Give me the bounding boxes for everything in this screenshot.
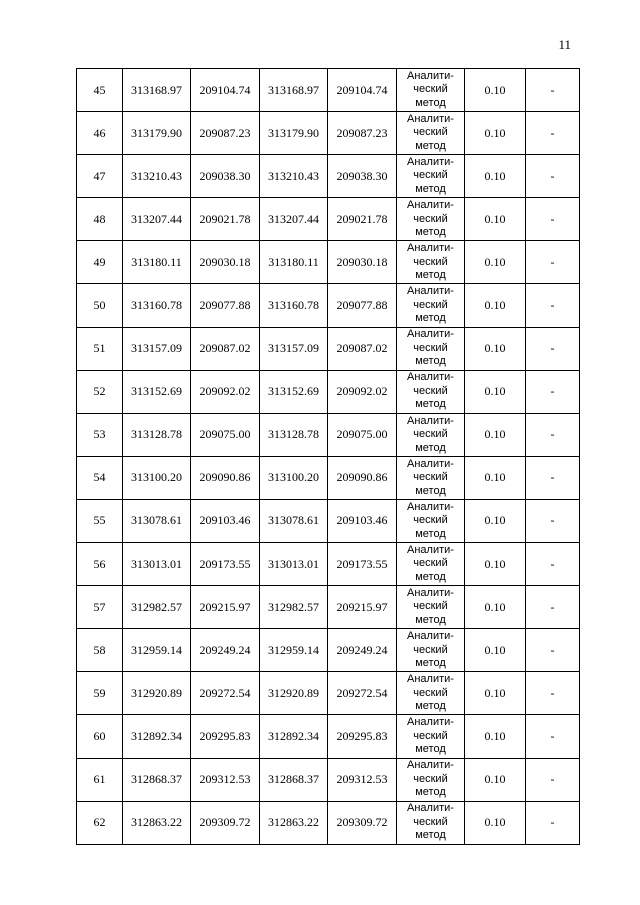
method-cell [397,586,465,629]
method-text-line: ческий [413,729,448,742]
table-row [77,629,580,672]
method-text-line: Аналити- [407,155,454,168]
note-cell: - [526,413,580,456]
x-coordinate-cell: 312959.14 [123,629,191,672]
y-coordinate-cell: 209021.78 [191,198,260,241]
point-number-cell: 46 [77,112,123,155]
page-number: 11 [558,37,571,52]
accuracy-cell: 0.10 [465,543,526,586]
point-number-cell: 47 [77,155,123,198]
x-coordinate-cell: 312868.37 [123,758,191,801]
table-row [77,370,580,413]
note-cell: - [526,543,580,586]
method-text-line: ческий [413,169,448,182]
x-coordinate-existing-cell: 313128.78 [260,413,328,456]
x-coordinate-existing-cell: 313152.69 [260,370,328,413]
accuracy-cell: 0.10 [465,456,526,499]
method-cell [397,413,465,456]
method-text-line: ческий [413,428,448,441]
method-text-line: Аналити- [407,199,454,212]
point-number-cell: 53 [77,413,123,456]
y-coordinate-cell: 209312.53 [191,758,260,801]
method-text-line: метод [415,829,446,842]
x-coordinate-existing-cell: 312982.57 [260,586,328,629]
x-coordinate-cell: 313100.20 [123,456,191,499]
x-coordinate-cell: 313180.11 [123,241,191,284]
method-text-line: метод [415,657,446,670]
method-text-line: ческий [413,83,448,96]
y-coordinate-existing-cell: 209249.24 [328,629,397,672]
accuracy-cell: 0.10 [465,155,526,198]
method-cell [397,672,465,715]
y-coordinate-existing-cell: 209077.88 [328,284,397,327]
note-cell: - [526,69,580,112]
accuracy-cell: 0.10 [465,801,526,844]
point-number-cell: 49 [77,241,123,284]
note-cell: - [526,198,580,241]
method-text-line: ческий [413,686,448,699]
x-coordinate-cell: 313210.43 [123,155,191,198]
method-cell [397,801,465,844]
method-text-line: Аналити- [407,414,454,427]
x-coordinate-existing-cell: 313100.20 [260,456,328,499]
method-text-line: Аналити- [407,759,454,772]
accuracy-cell: 0.10 [465,198,526,241]
note-cell: - [526,672,580,715]
accuracy-cell: 0.10 [465,370,526,413]
table-row [77,198,580,241]
method-text-line: метод [415,527,446,540]
method-text-line: Аналити- [407,500,454,513]
x-coordinate-cell: 312863.22 [123,801,191,844]
accuracy-cell: 0.10 [465,629,526,672]
y-coordinate-cell: 209104.74 [191,69,260,112]
point-number-cell: 59 [77,672,123,715]
method-cell [397,241,465,284]
point-number-cell: 61 [77,758,123,801]
x-coordinate-existing-cell: 312959.14 [260,629,328,672]
method-text-line: метод [415,269,446,282]
point-number-cell: 62 [77,801,123,844]
accuracy-cell: 0.10 [465,241,526,284]
table-body [77,69,580,845]
y-coordinate-cell: 209092.02 [191,370,260,413]
method-text-line: метод [415,139,446,152]
method-text-line: метод [415,441,446,454]
x-coordinate-existing-cell: 313078.61 [260,499,328,542]
method-text-line: ческий [413,772,448,785]
method-text-line: ческий [413,514,448,527]
table-row [77,327,580,370]
method-cell [397,198,465,241]
table-row [77,413,580,456]
y-coordinate-existing-cell: 209038.30 [328,155,397,198]
x-coordinate-cell: 312920.89 [123,672,191,715]
point-number-cell: 57 [77,586,123,629]
method-text-line: Аналити- [407,543,454,556]
note-cell: - [526,370,580,413]
note-cell: - [526,499,580,542]
note-cell: - [526,715,580,758]
coordinates-table [76,68,580,845]
note-cell: - [526,284,580,327]
table-row [77,499,580,542]
method-text-line: метод [415,743,446,756]
y-coordinate-existing-cell: 209021.78 [328,198,397,241]
method-text-line: метод [415,312,446,325]
accuracy-cell: 0.10 [465,672,526,715]
accuracy-cell: 0.10 [465,758,526,801]
x-coordinate-existing-cell: 312868.37 [260,758,328,801]
x-coordinate-existing-cell: 313013.01 [260,543,328,586]
method-cell [397,629,465,672]
method-text-line: ческий [413,212,448,225]
method-text-line: Аналити- [407,112,454,125]
y-coordinate-cell: 209249.24 [191,629,260,672]
table-row [77,715,580,758]
x-coordinate-cell: 312892.34 [123,715,191,758]
note-cell: - [526,241,580,284]
point-number-cell: 56 [77,543,123,586]
x-coordinate-existing-cell: 313207.44 [260,198,328,241]
point-number-cell: 52 [77,370,123,413]
x-coordinate-cell: 313013.01 [123,543,191,586]
method-cell [397,112,465,155]
x-coordinate-cell: 313078.61 [123,499,191,542]
method-text-line: ческий [413,255,448,268]
method-text-line: метод [415,613,446,626]
method-cell [397,69,465,112]
method-text-line: ческий [413,341,448,354]
note-cell: - [526,327,580,370]
method-text-line: ческий [413,471,448,484]
method-cell [397,155,465,198]
note-cell: - [526,456,580,499]
point-number-cell: 51 [77,327,123,370]
table-row [77,284,580,327]
method-text-line: Аналити- [407,69,454,82]
y-coordinate-existing-cell: 209090.86 [328,456,397,499]
x-coordinate-existing-cell: 312863.22 [260,801,328,844]
method-text-line: ческий [413,815,448,828]
method-cell [397,327,465,370]
x-coordinate-cell: 313160.78 [123,284,191,327]
note-cell: - [526,629,580,672]
method-cell [397,543,465,586]
note-cell: - [526,801,580,844]
method-text-line: ческий [413,384,448,397]
method-cell [397,456,465,499]
method-text-line: Аналити- [407,328,454,341]
y-coordinate-cell: 209090.86 [191,456,260,499]
y-coordinate-cell: 209103.46 [191,499,260,542]
table-row [77,586,580,629]
y-coordinate-existing-cell: 209173.55 [328,543,397,586]
method-text-line: Аналити- [407,457,454,470]
note-cell: - [526,112,580,155]
table-row [77,112,580,155]
x-coordinate-cell: 313128.78 [123,413,191,456]
table-row [77,758,580,801]
point-number-cell: 55 [77,499,123,542]
point-number-cell: 54 [77,456,123,499]
y-coordinate-cell: 209295.83 [191,715,260,758]
x-coordinate-cell: 312982.57 [123,586,191,629]
y-coordinate-cell: 209030.18 [191,241,260,284]
method-text-line: Аналити- [407,716,454,729]
method-text-line: метод [415,355,446,368]
y-coordinate-existing-cell: 209075.00 [328,413,397,456]
note-cell: - [526,586,580,629]
method-text-line: метод [415,786,446,799]
x-coordinate-existing-cell: 313160.78 [260,284,328,327]
method-text-line: Аналити- [407,630,454,643]
x-coordinate-existing-cell: 313157.09 [260,327,328,370]
accuracy-cell: 0.10 [465,284,526,327]
x-coordinate-cell: 313168.97 [123,69,191,112]
method-text-line: Аналити- [407,802,454,815]
note-cell: - [526,155,580,198]
x-coordinate-cell: 313179.90 [123,112,191,155]
method-text-line: ческий [413,600,448,613]
method-text-line: Аналити- [407,285,454,298]
x-coordinate-cell: 313152.69 [123,370,191,413]
x-coordinate-cell: 313207.44 [123,198,191,241]
table-row [77,241,580,284]
method-text-line: метод [415,570,446,583]
method-text-line: ческий [413,126,448,139]
y-coordinate-existing-cell: 209087.02 [328,327,397,370]
table-row [77,456,580,499]
y-coordinate-existing-cell: 209272.54 [328,672,397,715]
x-coordinate-existing-cell: 312920.89 [260,672,328,715]
x-coordinate-existing-cell: 313168.97 [260,69,328,112]
y-coordinate-existing-cell: 209295.83 [328,715,397,758]
x-coordinate-cell: 313157.09 [123,327,191,370]
y-coordinate-existing-cell: 209092.02 [328,370,397,413]
method-text-line: Аналити- [407,242,454,255]
table-row [77,69,580,112]
table-row [77,801,580,844]
y-coordinate-cell: 209087.23 [191,112,260,155]
method-text-line: метод [415,398,446,411]
point-number-cell: 58 [77,629,123,672]
y-coordinate-existing-cell: 209103.46 [328,499,397,542]
x-coordinate-existing-cell: 312892.34 [260,715,328,758]
y-coordinate-existing-cell: 209215.97 [328,586,397,629]
method-text-line: метод [415,182,446,195]
method-text-line: ческий [413,298,448,311]
method-text-line: ческий [413,643,448,656]
method-text-line: метод [415,96,446,109]
y-coordinate-existing-cell: 209309.72 [328,801,397,844]
y-coordinate-existing-cell: 209312.53 [328,758,397,801]
point-number-cell: 60 [77,715,123,758]
method-text-line: метод [415,700,446,713]
accuracy-cell: 0.10 [465,327,526,370]
point-number-cell: 50 [77,284,123,327]
y-coordinate-existing-cell: 209104.74 [328,69,397,112]
y-coordinate-cell: 209215.97 [191,586,260,629]
table-row [77,543,580,586]
accuracy-cell: 0.10 [465,112,526,155]
y-coordinate-cell: 209272.54 [191,672,260,715]
x-coordinate-existing-cell: 313210.43 [260,155,328,198]
y-coordinate-cell: 209309.72 [191,801,260,844]
method-cell [397,758,465,801]
y-coordinate-cell: 209173.55 [191,543,260,586]
y-coordinate-existing-cell: 209087.23 [328,112,397,155]
method-text-line: метод [415,226,446,239]
y-coordinate-cell: 209038.30 [191,155,260,198]
accuracy-cell: 0.10 [465,499,526,542]
method-cell [397,370,465,413]
table-row [77,155,580,198]
accuracy-cell: 0.10 [465,69,526,112]
y-coordinate-cell: 209087.02 [191,327,260,370]
method-cell [397,284,465,327]
y-coordinate-cell: 209075.00 [191,413,260,456]
point-number-cell: 48 [77,198,123,241]
accuracy-cell: 0.10 [465,715,526,758]
point-number-cell: 45 [77,69,123,112]
y-coordinate-cell: 209077.88 [191,284,260,327]
accuracy-cell: 0.10 [465,413,526,456]
method-cell [397,499,465,542]
table-row [77,672,580,715]
method-text-line: Аналити- [407,586,454,599]
method-text-line: Аналити- [407,673,454,686]
method-text-line: метод [415,484,446,497]
x-coordinate-existing-cell: 313179.90 [260,112,328,155]
x-coordinate-existing-cell: 313180.11 [260,241,328,284]
y-coordinate-existing-cell: 209030.18 [328,241,397,284]
method-cell [397,715,465,758]
method-text-line: Аналити- [407,371,454,384]
accuracy-cell: 0.10 [465,586,526,629]
note-cell: - [526,758,580,801]
method-text-line: ческий [413,557,448,570]
